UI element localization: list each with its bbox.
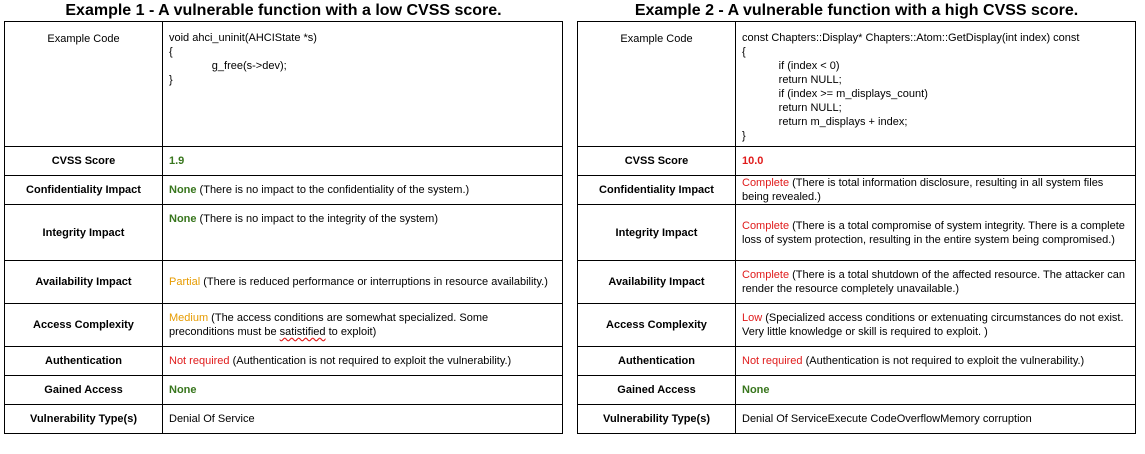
integrity-label: Integrity Impact bbox=[5, 205, 163, 261]
rating: Low bbox=[742, 312, 763, 324]
authentication-label: Authentication bbox=[578, 347, 736, 376]
example-2-table bbox=[577, 21, 1136, 434]
vulnerability-type-value: Denial Of ServiceExecute CodeOverflowMemory corruption bbox=[736, 405, 1136, 434]
table-row bbox=[578, 205, 1136, 261]
table-row bbox=[578, 261, 1136, 304]
example-1-panel bbox=[4, 0, 563, 434]
misspelled-word: satistified bbox=[279, 326, 326, 338]
table-row bbox=[578, 176, 1136, 205]
code-line: const Chapters::Display* Chapters::Atom::GetDisplay(int index) const bbox=[742, 32, 1080, 44]
gained-access-label: Gained Access bbox=[5, 376, 163, 405]
confidentiality-value bbox=[163, 176, 563, 205]
vulnerability-type-label: Vulnerability Type(s) bbox=[578, 405, 736, 434]
code-line: void ahci_uninit(AHCIState *s) bbox=[169, 32, 317, 44]
rating-description: (There is no impact to the integrity of the system) bbox=[196, 213, 438, 225]
authentication-value bbox=[163, 347, 563, 376]
rating-description: (There is a total shutdown of the affected resource. The attacker can render the resource completely unavailable.) bbox=[742, 269, 1125, 295]
availability-label: Availability Impact bbox=[5, 261, 163, 304]
rating: Complete bbox=[742, 177, 790, 189]
rating-description-end: to exploit) bbox=[325, 326, 377, 338]
rating: Not required bbox=[742, 355, 803, 367]
confidentiality-label: Confidentiality Impact bbox=[578, 176, 736, 205]
rating-description: (Specialized access conditions or extenuating circumstances do not exist. Very little knowledge or skill is required to exploit. ) bbox=[742, 312, 1124, 338]
table-row bbox=[578, 376, 1136, 405]
table-row bbox=[5, 376, 563, 405]
integrity-value bbox=[736, 205, 1136, 261]
rating: None bbox=[169, 184, 197, 196]
gained-access-label: Gained Access bbox=[578, 376, 736, 405]
code-label: Example Code bbox=[5, 22, 163, 147]
rating-description: (There is no impact to the confidentiality of the system.) bbox=[196, 184, 470, 196]
gained-access-value bbox=[736, 376, 1136, 405]
availability-label: Availability Impact bbox=[578, 261, 736, 304]
code-line: } bbox=[742, 130, 746, 142]
authentication-value bbox=[736, 347, 1136, 376]
table-row bbox=[5, 176, 563, 205]
table-row bbox=[578, 347, 1136, 376]
rating: Medium bbox=[169, 312, 209, 324]
cvss-score: 1.9 bbox=[169, 155, 185, 167]
table-row bbox=[578, 405, 1136, 434]
code-label: Example Code bbox=[578, 22, 736, 147]
rating-description: (The access conditions are somewhat specialized. Some preconditions must be bbox=[169, 312, 489, 338]
cvss-value bbox=[163, 147, 563, 176]
availability-value bbox=[736, 261, 1136, 304]
authentication-label: Authentication bbox=[5, 347, 163, 376]
table-row bbox=[5, 347, 563, 376]
example-1-title: Example 1 - A vulnerable function with a low CVSS score. bbox=[65, 2, 502, 19]
example-2-panel bbox=[577, 0, 1136, 434]
gained-access-value bbox=[163, 376, 563, 405]
access-complexity-value bbox=[163, 304, 563, 347]
code-line: { bbox=[169, 46, 173, 58]
rating: None bbox=[169, 213, 197, 225]
code-line: return NULL; bbox=[742, 74, 842, 86]
table-row bbox=[5, 147, 563, 176]
code-line: return NULL; bbox=[742, 102, 842, 114]
code-line: } bbox=[169, 74, 173, 86]
table-row bbox=[5, 22, 563, 147]
rating: Complete bbox=[742, 219, 790, 232]
code-line: { bbox=[742, 46, 746, 58]
code-block bbox=[163, 22, 563, 147]
confidentiality-label: Confidentiality Impact bbox=[5, 176, 163, 205]
table-row bbox=[5, 261, 563, 304]
cvss-score: 10.0 bbox=[742, 155, 764, 167]
availability-value bbox=[163, 261, 563, 304]
confidentiality-value bbox=[736, 176, 1136, 205]
rating-description: (There is reduced performance or interruptions in resource availability.) bbox=[200, 276, 548, 288]
example-2-title: Example 2 - A vulnerable function with a high CVSS score. bbox=[634, 2, 1079, 19]
rating: Not required bbox=[169, 355, 230, 367]
integrity-value bbox=[163, 205, 563, 261]
access-complexity-label: Access Complexity bbox=[578, 304, 736, 347]
table-row bbox=[5, 205, 563, 261]
access-complexity-value bbox=[736, 304, 1136, 347]
rating: Partial bbox=[169, 276, 201, 288]
table-row bbox=[578, 304, 1136, 347]
cvss-label: CVSS Score bbox=[578, 147, 736, 176]
code-block bbox=[736, 22, 1136, 147]
rating-description: (Authentication is not required to exploit the vulnerability.) bbox=[229, 355, 512, 367]
code-line: return m_displays + index; bbox=[742, 116, 908, 128]
rating: Complete bbox=[742, 269, 790, 281]
table-row bbox=[578, 22, 1136, 147]
code-line: if (index < 0) bbox=[742, 60, 840, 72]
rating: None bbox=[742, 384, 770, 396]
vulnerability-type-value: Denial Of Service bbox=[163, 405, 563, 434]
code-line: g_free(s->dev); bbox=[169, 60, 287, 72]
table-row bbox=[578, 147, 1136, 176]
example-1-table bbox=[4, 21, 563, 434]
rating-description: (There is a total compromise of system integrity. There is a complete loss of system protection, resulting in the entire system being compromised.) bbox=[742, 219, 1125, 246]
table-row bbox=[5, 304, 563, 347]
vulnerability-type-label: Vulnerability Type(s) bbox=[5, 405, 163, 434]
cvss-value bbox=[736, 147, 1136, 176]
cvss-label: CVSS Score bbox=[5, 147, 163, 176]
rating: None bbox=[169, 384, 197, 396]
access-complexity-label: Access Complexity bbox=[5, 304, 163, 347]
table-row bbox=[5, 405, 563, 434]
code-line: if (index >= m_displays_count) bbox=[742, 88, 928, 100]
rating-description: (Authentication is not required to exploit the vulnerability.) bbox=[802, 355, 1085, 367]
rating-description: (There is total information disclosure, resulting in all system files being revealed.) bbox=[742, 177, 1104, 203]
integrity-label: Integrity Impact bbox=[578, 205, 736, 261]
